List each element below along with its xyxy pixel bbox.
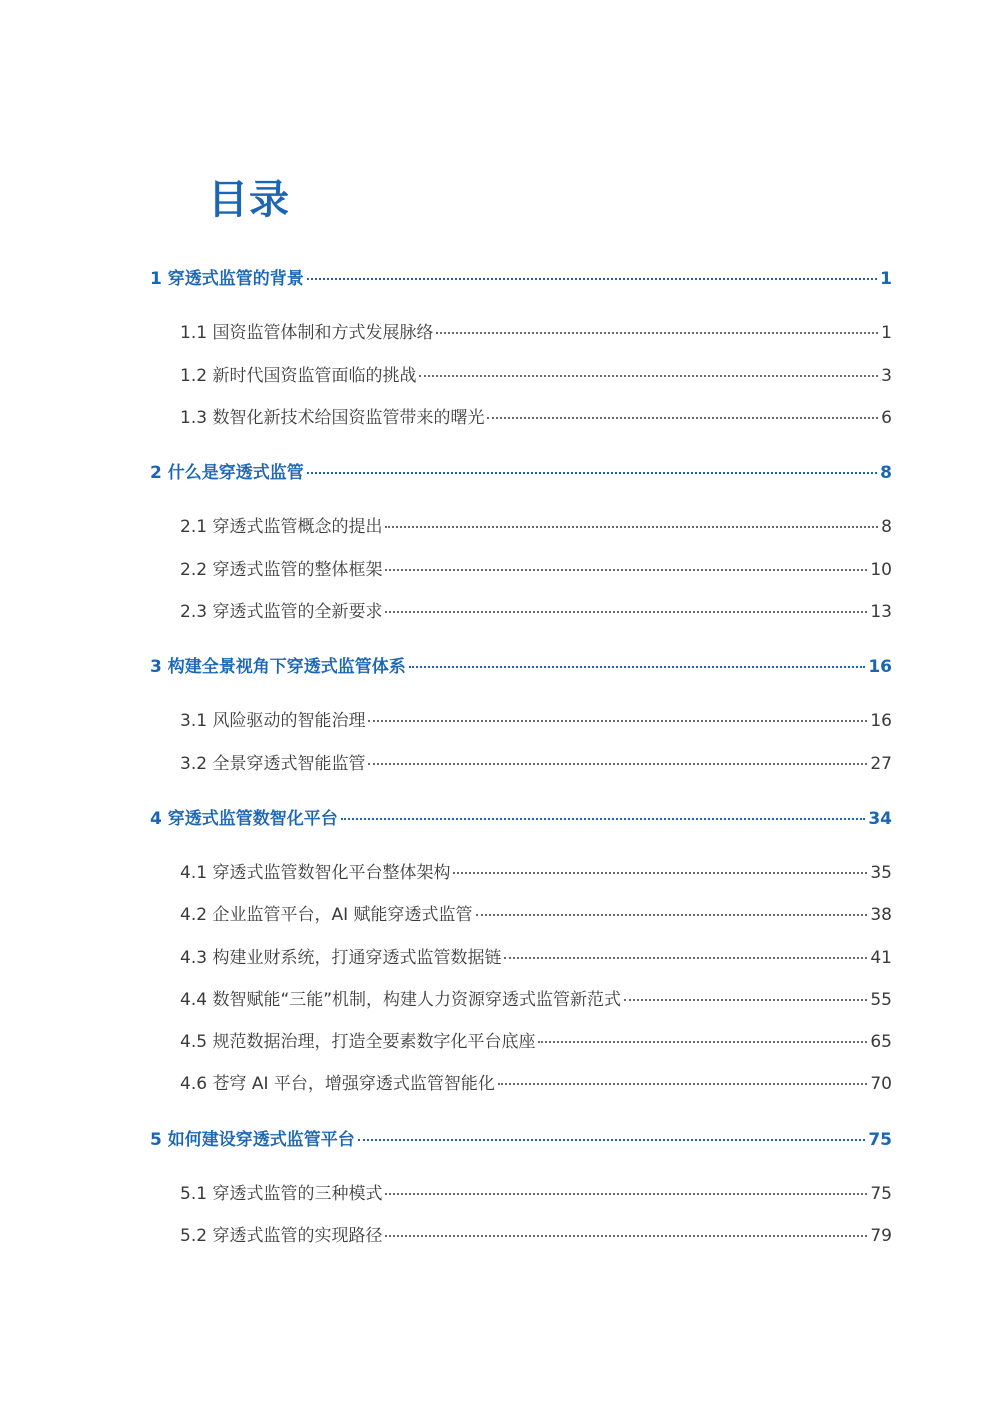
toc-chapter-5[interactable] — [150, 1128, 892, 1152]
toc-section-title: 2.1 穿透式监管概念的提出 — [180, 517, 383, 537]
toc-page-number: 6 — [881, 408, 892, 428]
toc-section-4-5[interactable] — [180, 1030, 892, 1054]
toc-section-4-4[interactable] — [180, 988, 892, 1012]
toc-page-number: 1 — [881, 323, 892, 343]
toc-section-2-3[interactable] — [180, 600, 892, 624]
dot-leader — [341, 818, 866, 820]
dot-leader — [453, 872, 867, 874]
dot-leader — [385, 1193, 867, 1195]
dot-leader — [368, 763, 867, 765]
toc-chapter-title: 1 穿透式监管的背景 — [150, 269, 304, 289]
dot-leader — [624, 999, 867, 1001]
dot-leader — [476, 914, 868, 916]
toc-page-number: 16 — [870, 711, 892, 731]
toc-section-5-2[interactable] — [180, 1224, 892, 1248]
dot-leader — [358, 1139, 866, 1141]
toc-section-4-3[interactable] — [180, 946, 892, 970]
toc-section-title: 2.3 穿透式监管的全新要求 — [180, 602, 383, 622]
toc-section-4-1[interactable] — [180, 861, 892, 885]
toc-page-number: 55 — [870, 990, 892, 1010]
toc-section-1-3[interactable] — [180, 406, 892, 430]
toc-page-number: 27 — [870, 754, 892, 774]
toc-section-title: 4.2 企业监管平台，AI 赋能穿透式监管 — [180, 905, 473, 925]
toc-section-title: 1.1 国资监管体制和方式发展脉络 — [180, 323, 434, 343]
toc-section-title: 5.2 穿透式监管的实现路径 — [180, 1226, 383, 1246]
dot-leader — [307, 278, 877, 280]
toc-section-title: 4.3 构建业财系统，打通穿透式监管数据链 — [180, 948, 502, 968]
toc-page-number: 70 — [870, 1074, 892, 1094]
toc-section-title: 3.2 全景穿透式智能监管 — [180, 754, 366, 774]
toc-section-1-1[interactable] — [180, 321, 892, 345]
toc-page-number: 41 — [870, 948, 892, 968]
toc-section-3-2[interactable] — [180, 752, 892, 776]
toc-page-number: 1 — [880, 269, 892, 289]
toc-chapter-title: 2 什么是穿透式监管 — [150, 463, 304, 483]
toc-page-number: 8 — [881, 517, 892, 537]
toc-section-2-2[interactable] — [180, 558, 892, 582]
toc-section-4-6[interactable] — [180, 1072, 892, 1096]
toc-section-1-2[interactable] — [180, 364, 892, 388]
toc-page-number: 34 — [868, 809, 892, 829]
dot-leader — [307, 472, 877, 474]
dot-leader — [385, 569, 867, 571]
dot-leader — [385, 526, 878, 528]
dot-leader — [538, 1041, 867, 1043]
dot-leader — [436, 332, 878, 334]
toc-section-title: 4.1 穿透式监管数智化平台整体架构 — [180, 863, 451, 883]
toc-chapter-4[interactable] — [150, 807, 892, 831]
dot-leader — [368, 720, 867, 722]
toc-chapter-1[interactable] — [150, 267, 892, 291]
toc-section-4-2[interactable] — [180, 903, 892, 927]
toc-page-number: 13 — [870, 602, 892, 622]
toc-page-number: 79 — [870, 1226, 892, 1246]
toc-section-title: 4.5 规范数据治理，打造全要素数字化平台底座 — [180, 1032, 536, 1052]
toc-section-title: 4.4 数智赋能“三能”机制，构建人力资源穿透式监管新范式 — [180, 990, 622, 1010]
page-title: 目录 — [208, 177, 290, 223]
dot-leader — [419, 375, 878, 377]
toc-page-number: 3 — [881, 366, 892, 386]
toc-page-number: 16 — [868, 657, 892, 677]
dot-leader — [498, 1083, 867, 1085]
toc-section-title: 3.1 风险驱动的智能治理 — [180, 711, 366, 731]
dot-leader — [385, 611, 867, 613]
toc-page-number: 10 — [870, 560, 892, 580]
toc-section-title: 1.2 新时代国资监管面临的挑战 — [180, 366, 417, 386]
toc-page-number: 65 — [870, 1032, 892, 1052]
toc-section-title: 1.3 数智化新技术给国资监管带来的曙光 — [180, 408, 485, 428]
toc-page-number: 35 — [870, 863, 892, 883]
toc-section-3-1[interactable] — [180, 709, 892, 733]
toc-page-number: 75 — [870, 1184, 892, 1204]
toc-section-title: 5.1 穿透式监管的三种模式 — [180, 1184, 383, 1204]
dot-leader — [487, 417, 878, 419]
toc-chapter-2[interactable] — [150, 461, 892, 485]
dot-leader — [385, 1235, 867, 1237]
toc-section-title: 2.2 穿透式监管的整体框架 — [180, 560, 383, 580]
toc-chapter-3[interactable] — [150, 655, 892, 679]
dot-leader — [409, 666, 866, 668]
toc-chapter-title: 4 穿透式监管数智化平台 — [150, 809, 338, 829]
toc-section-2-1[interactable] — [180, 515, 892, 539]
dot-leader — [504, 957, 867, 959]
toc-chapter-title: 5 如何建设穿透式监管平台 — [150, 1130, 355, 1150]
toc-page-number: 8 — [880, 463, 892, 483]
toc-chapter-title: 3 构建全景视角下穿透式监管体系 — [150, 657, 406, 677]
toc-section-title: 4.6 苍穹 AI 平台，增强穿透式监管智能化 — [180, 1074, 495, 1094]
toc-section-5-1[interactable] — [180, 1182, 892, 1206]
toc-page-number: 75 — [868, 1130, 892, 1150]
toc-page-number: 38 — [870, 905, 892, 925]
